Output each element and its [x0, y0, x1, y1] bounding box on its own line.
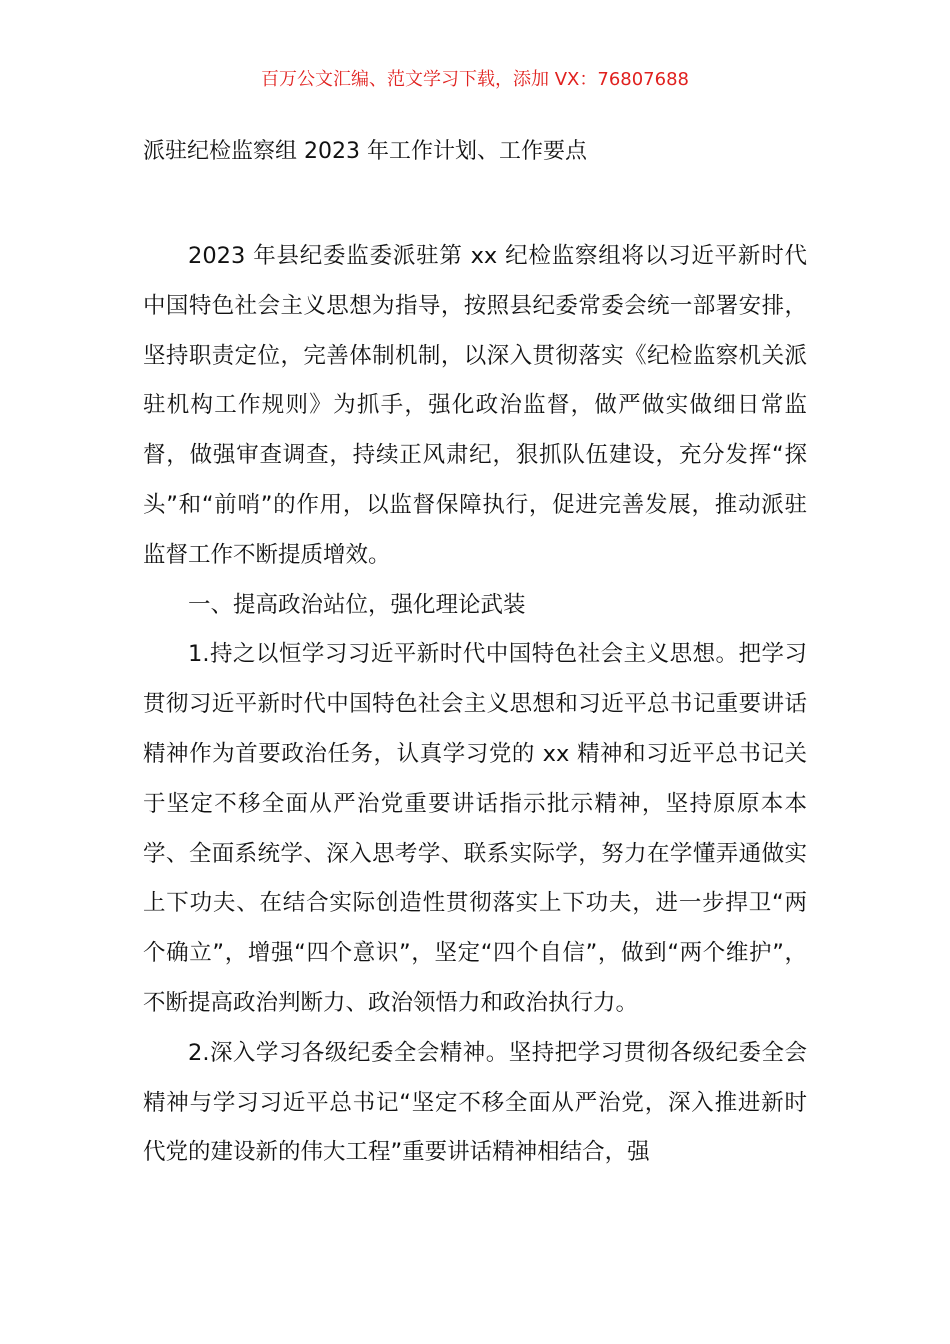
document-body	[143, 232, 807, 1178]
document-title: 派驻纪检监察组 2023 年工作计划、工作要点	[143, 139, 587, 164]
watermark-banner: 百万公文汇编、范文学习下载，添加 VX：76807688	[261, 69, 689, 90]
intro-paragraph: 2023 年县纪委监委派驻第 xx 纪检监察组将以习近平新时代中国特色社会主义思想为指导，按照县纪委常委会统一部署安排，坚持职责定位，完善体制机制，以深入贯彻落实《纪检监察机关派驻机构工作规则》为抓手，强化政治监督，做严做实做细日常监督，做强审查调查，持续正风肃纪，狠抓队伍建设，充分发挥“探头”和“前哨”的作用，以监督保障执行，促进完善发展，推动派驻监督工作不断提质增效。	[143, 243, 807, 568]
section-heading: 一、提高政治站位，强化理论武装	[188, 591, 526, 618]
item-paragraph-2: 2.深入学习各级纪委全会精神。坚持把学习贯彻各级纪委全会精神与学习习近平总书记“坚定不移全面从严治党，深入推进新时代党的建设新的伟大工程”重要讲话精神相结合，强	[143, 1039, 807, 1166]
item-paragraph-1: 1.持之以恒学习习近平新时代中国特色社会主义思想。把学习贯彻习近平新时代中国特色社会主义思想和习近平总书记重要讲话精神作为首要政治任务，认真学习党的 xx 精神和习近平总书记关于坚定不移全面从严治党重要讲话指示批示精神，坚持原原本本学、全面系统学、深入思考学、联系实际学，努力在学懂弄通做实上下功夫、在结合实际创造性贯彻落实上下功夫，进一步捍卫“两个确立”，增强“四个意识”，坚定“四个自信”，做到“两个维护”，不断提高政治判断力、政治领悟力和政治执行力。	[143, 641, 807, 1016]
